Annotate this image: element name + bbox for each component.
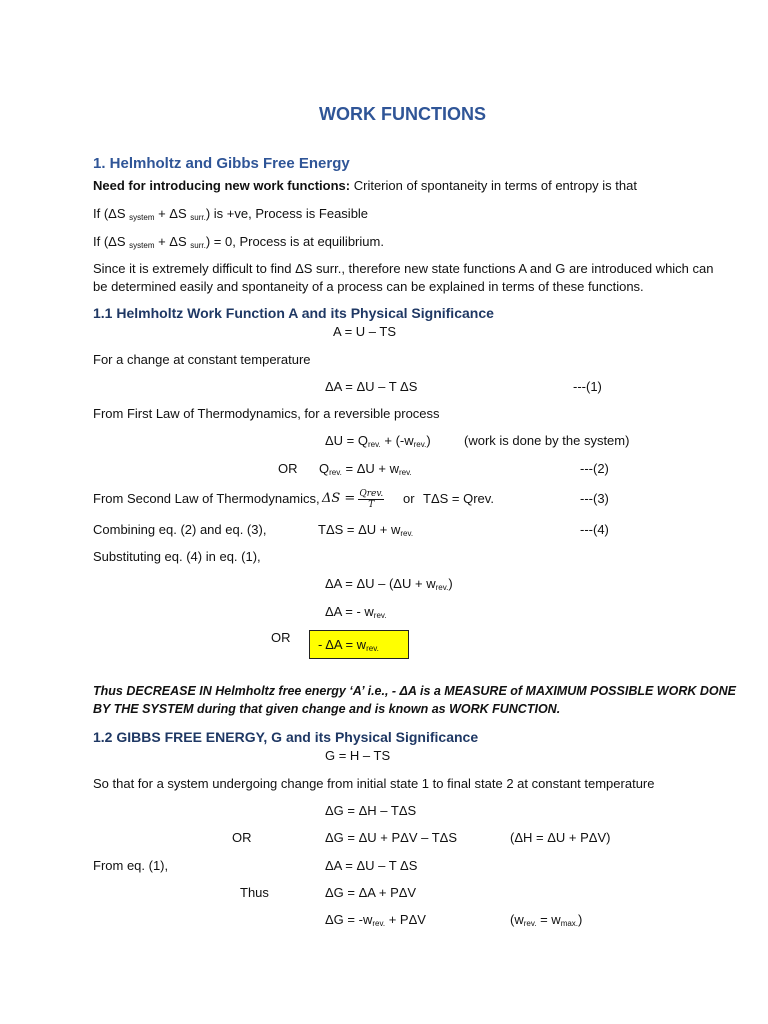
- thus-label: Thus: [240, 885, 269, 900]
- cond1-part-c: ) is +ve, Process is Feasible: [205, 206, 369, 221]
- intro-paragraph-line-2: be determined easily and spontaneity of a process can be explained in terms of these functions.: [93, 279, 644, 294]
- section-1-2-heading: 1.2 GIBBS FREE ENERGY, G and its Physical Significance: [93, 729, 479, 745]
- need-text: Criterion of spontaneity in terms of entropy is that: [350, 178, 637, 193]
- du-part-b: + (-w: [380, 433, 414, 448]
- conclusion-line-2: BY THE SYSTEM during that given change and is known as WORK FUNCTION.: [93, 702, 561, 716]
- du-sub-rev-2: rev.: [413, 440, 427, 449]
- gibbs-intro-text: So that for a system undergoing change from initial state 1 to final state 2 at constant temperature: [93, 776, 655, 791]
- w-max-note: [510, 912, 582, 932]
- eq6-part-a: ΔA = - w: [325, 604, 374, 619]
- cond1-sub-system: system: [129, 213, 155, 222]
- equation-2: [319, 461, 412, 481]
- from-eq1-text: From eq. (1),: [93, 858, 169, 873]
- box-sub-rev: rev.: [366, 644, 379, 653]
- equation-dg-4: [325, 912, 426, 932]
- eq2-part-b: = ΔU + w: [341, 461, 399, 476]
- constant-temperature-text: For a change at constant temperature: [93, 352, 311, 367]
- eq2-part-a: Q: [319, 461, 330, 476]
- first-law-text: From First Law of Thermodynamics, for a reversible process: [93, 406, 440, 421]
- eq2-sub-rev-2: rev.: [398, 468, 412, 477]
- or-label-1: OR: [278, 461, 298, 476]
- box-part-a: - ΔA = w: [318, 637, 367, 652]
- cond1-part-b: + ΔS: [154, 206, 191, 221]
- work-done-note: (work is done by the system): [464, 433, 630, 448]
- equation-2-number: ---(2): [580, 461, 609, 476]
- eq4-part-a: TΔS = ΔU + w: [318, 522, 401, 537]
- cond2-part-c: ) = 0, Process is at equilibrium.: [205, 234, 384, 249]
- or-label-3: OR: [232, 830, 252, 845]
- cond2-part-a: If (ΔS: [93, 234, 130, 249]
- equation-dg-3: ΔG = ΔA + PΔV: [325, 885, 417, 900]
- substituting-text: Substituting eq. (4) in eq. (1),: [93, 549, 261, 564]
- ds-alternate: TΔS = Qrev.: [423, 491, 494, 506]
- cond2-part-b: + ΔS: [154, 234, 191, 249]
- wnote-sub-max: max.: [560, 919, 579, 928]
- or-label-2: OR: [271, 630, 291, 645]
- equation-du: [325, 433, 431, 453]
- cond2-sub-system: system: [129, 241, 155, 250]
- equation-3-number: ---(3): [580, 491, 609, 506]
- cond1-sub-surr: surr.: [190, 213, 206, 222]
- intro-paragraph-line-1: Since it is extremely difficult to find ΔS surr., therefore new state functions A and G are introduced which can: [93, 261, 714, 276]
- wnote-sub-rev: rev.: [523, 919, 537, 928]
- eq6-sub-rev: rev.: [373, 611, 387, 620]
- equation-g-definition: G = H – TS: [325, 748, 391, 763]
- eq4-sub-rev: rev.: [400, 529, 414, 538]
- cond2-sub-surr: surr.: [190, 241, 206, 250]
- need-paragraph: [93, 178, 637, 194]
- section-1-1-heading: 1.1 Helmholtz Work Function A and its Physical Significance: [93, 305, 494, 321]
- second-law-text: From Second Law of Thermodynamics,: [93, 491, 320, 506]
- condition-equilibrium: [93, 234, 384, 254]
- dg4-part-b: + PΔV: [385, 912, 426, 927]
- equation-4: [318, 522, 413, 542]
- condition-feasible: [93, 206, 368, 226]
- ds-denominator: T: [368, 499, 375, 510]
- equation-4-number: ---(4): [580, 522, 609, 537]
- cond1-part-a: If (ΔS: [93, 206, 130, 221]
- section-1-heading: 1. Helmholtz and Gibbs Free Energy: [93, 155, 350, 172]
- wnote-part-a: (w: [510, 912, 524, 927]
- eq5-sub-rev: rev.: [435, 583, 449, 592]
- dg4-part-a: ΔG = -w: [325, 912, 373, 927]
- page-title: WORK FUNCTIONS: [319, 104, 486, 124]
- equation-a-definition: A = U – TS: [333, 324, 396, 339]
- equation-dh-note: (ΔH = ΔU + PΔV): [510, 830, 611, 845]
- equation-dg-2: ΔG = ΔU + PΔV – TΔS: [325, 830, 458, 845]
- eq5-part-b: ): [448, 576, 453, 591]
- ds-fraction: [358, 489, 384, 510]
- equation-da: ΔA = ΔU – T ΔS: [325, 858, 418, 873]
- dg4-sub-rev: rev.: [372, 919, 386, 928]
- ds-numerator: Qrev.: [359, 488, 384, 499]
- equation-dg-1: ΔG = ΔH – TΔS: [325, 803, 417, 818]
- ds-lhs: ΔS =: [322, 491, 356, 506]
- highlighted-result: [318, 637, 379, 657]
- wnote-part-b: = w: [536, 912, 561, 927]
- eq2-sub-rev-1: rev.: [329, 468, 342, 477]
- wnote-part-c: ): [578, 912, 583, 927]
- entropy-fraction-equation: [322, 485, 384, 513]
- equation-1: ΔA = ΔU – T ΔS: [325, 379, 418, 394]
- du-sub-rev-1: rev.: [368, 440, 381, 449]
- eq5-part-a: ΔA = ΔU – (ΔU + w: [325, 576, 436, 591]
- need-label: Need for introducing new work functions:: [93, 178, 351, 193]
- equation-5: [325, 576, 453, 596]
- combining-text: Combining eq. (2) and eq. (3),: [93, 522, 267, 537]
- equation-6: [325, 604, 387, 624]
- du-part-c: ): [426, 433, 431, 448]
- equation-1-number: ---(1): [573, 379, 602, 394]
- conclusion-line-1: Thus DECREASE IN Helmholtz free energy ‘A’ i.e., - ΔA is a MEASURE of MAXIMUM POSSIBLE WORK DONE: [93, 684, 736, 698]
- ds-or-label: or: [403, 491, 415, 506]
- du-part-a: ΔU = Q: [325, 433, 368, 448]
